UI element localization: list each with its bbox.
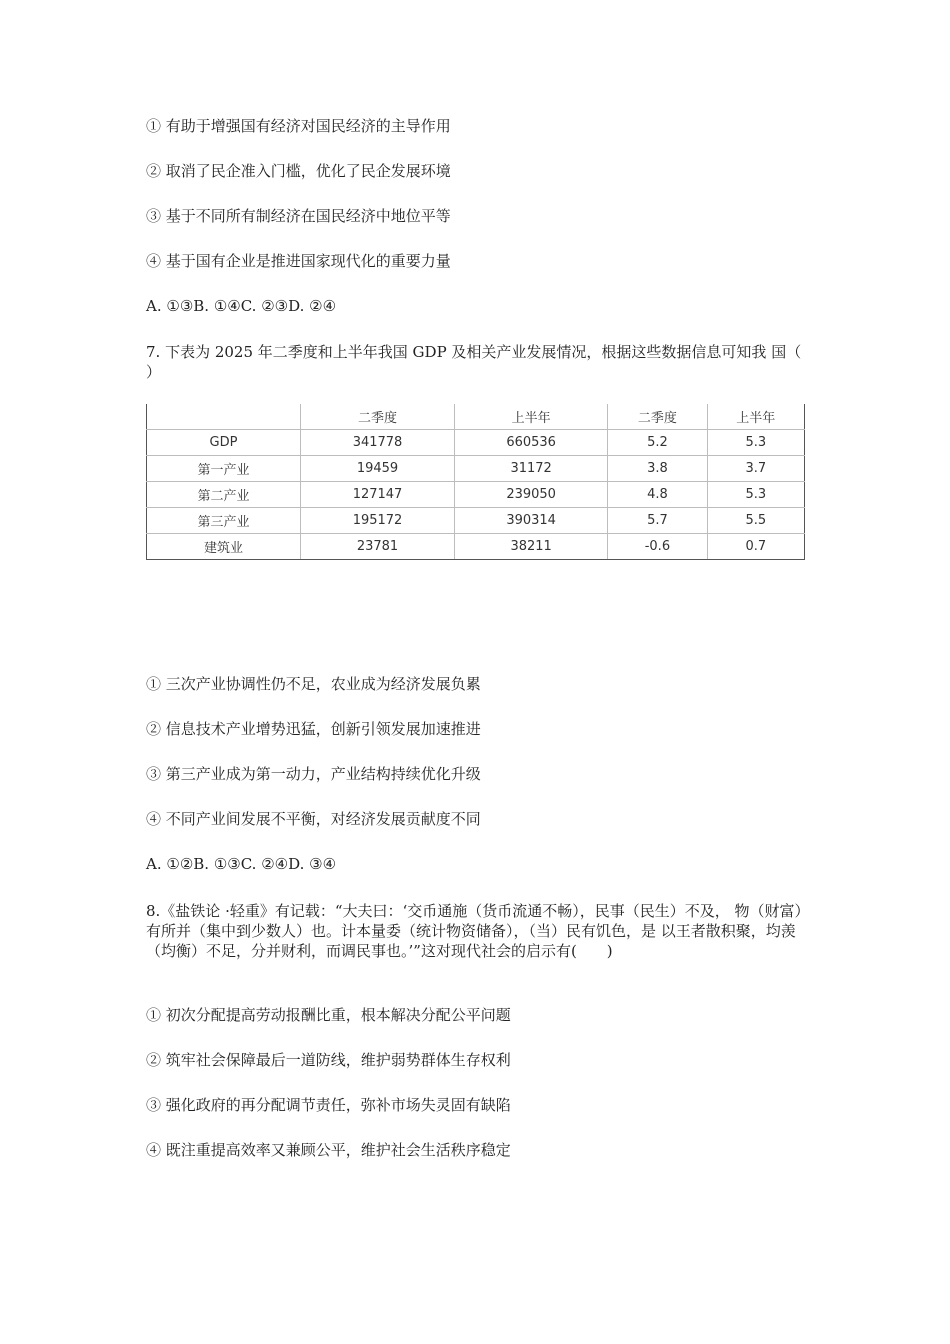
table-cell: 5.3 — [707, 482, 804, 508]
table-header-cell: 上半年 — [707, 404, 804, 430]
q7-data-table — [146, 404, 805, 560]
q8-option-4: ④ 既注重提高效率又兼顾公平，维护社会生活秩序稳定 — [146, 1141, 511, 1159]
table-cell: 23781 — [300, 534, 454, 560]
table-cell: GDP — [147, 430, 301, 456]
q7-option-2: ② 信息技术产业增势迅猛，创新引领发展加速推进 — [146, 720, 481, 738]
table-cell: 5.2 — [608, 430, 707, 456]
table-cell: 341778 — [300, 430, 454, 456]
table-cell: 5.5 — [707, 508, 804, 534]
table-cell: 4.8 — [608, 482, 707, 508]
q8-stem: 8.《盐铁论 ·轻重》有记载：“大夫曰：‘交币通施（货币流通不畅），民事（民生）不及， 物（财富）有所并（集中到少数人）也。计本量委（统计物资储备），（当）民有饥色，是 以王者散积聚，均羡（均衡）不足，分并财利，而调民事也。’”这对现代社会的启示有( ) — [146, 902, 803, 960]
table-header-cell: 二季度 — [300, 404, 454, 430]
table-cell: 390314 — [455, 508, 608, 534]
table-cell: 38211 — [455, 534, 608, 560]
table-cell: 19459 — [300, 456, 454, 482]
table-cell: 5.3 — [707, 430, 804, 456]
table-cell: -0.6 — [608, 534, 707, 560]
table-header-cell: 上半年 — [455, 404, 608, 430]
q6-option-4: ④ 基于国有企业是推进国家现代化的重要力量 — [146, 252, 451, 270]
table-row — [147, 534, 805, 560]
q7-stem: 7. 下表为 2025 年二季度和上半年我国 GDP 及相关产业发展情况，根据这些数据信息可知我 国（ ） — [146, 343, 802, 381]
table-cell: 3.7 — [707, 456, 804, 482]
table-header-cell — [147, 404, 301, 430]
q8-option-1: ① 初次分配提高劳动报酬比重，根本解决分配公平问题 — [146, 1006, 511, 1024]
table-row — [147, 430, 805, 456]
q8-option-3: ③ 强化政府的再分配调节责任，弥补市场失灵固有缺陷 — [146, 1096, 511, 1114]
table-cell: 239050 — [455, 482, 608, 508]
q7-option-3: ③ 第三产业成为第一动力，产业结构持续优化升级 — [146, 765, 481, 783]
table-cell: 3.8 — [608, 456, 707, 482]
q7-option-1: ① 三次产业协调性仍不足，农业成为经济发展负累 — [146, 675, 481, 693]
table-row — [147, 508, 805, 534]
table-cell: 660536 — [455, 430, 608, 456]
q7-option-4: ④ 不同产业间发展不平衡，对经济发展贡献度不同 — [146, 810, 481, 828]
q6-option-2: ② 取消了民企准入门槛，优化了民企发展环境 — [146, 162, 451, 180]
table-cell: 127147 — [300, 482, 454, 508]
table-cell: 第二产业 — [147, 482, 301, 508]
table-cell: 0.7 — [707, 534, 804, 560]
table-cell: 31172 — [455, 456, 608, 482]
q6-answer-choices: A. ①③B. ①④C. ②③D. ②④ — [146, 297, 337, 315]
q6-option-1: ① 有助于增强国有经济对国民经济的主导作用 — [146, 117, 451, 135]
table-row — [147, 482, 805, 508]
table-cell: 195172 — [300, 508, 454, 534]
table-cell: 第三产业 — [147, 508, 301, 534]
table-row — [147, 456, 805, 482]
q7-answer-choices: A. ①②B. ①③C. ②④D. ③④ — [146, 855, 337, 873]
table-header-cell: 二季度 — [608, 404, 707, 430]
q8-option-2: ② 筑牢社会保障最后一道防线，维护弱势群体生存权利 — [146, 1051, 511, 1069]
table-cell: 5.7 — [608, 508, 707, 534]
table-header-row — [147, 404, 805, 430]
table-cell: 第一产业 — [147, 456, 301, 482]
q6-option-3: ③ 基于不同所有制经济在国民经济中地位平等 — [146, 207, 451, 225]
table-cell: 建筑业 — [147, 534, 301, 560]
